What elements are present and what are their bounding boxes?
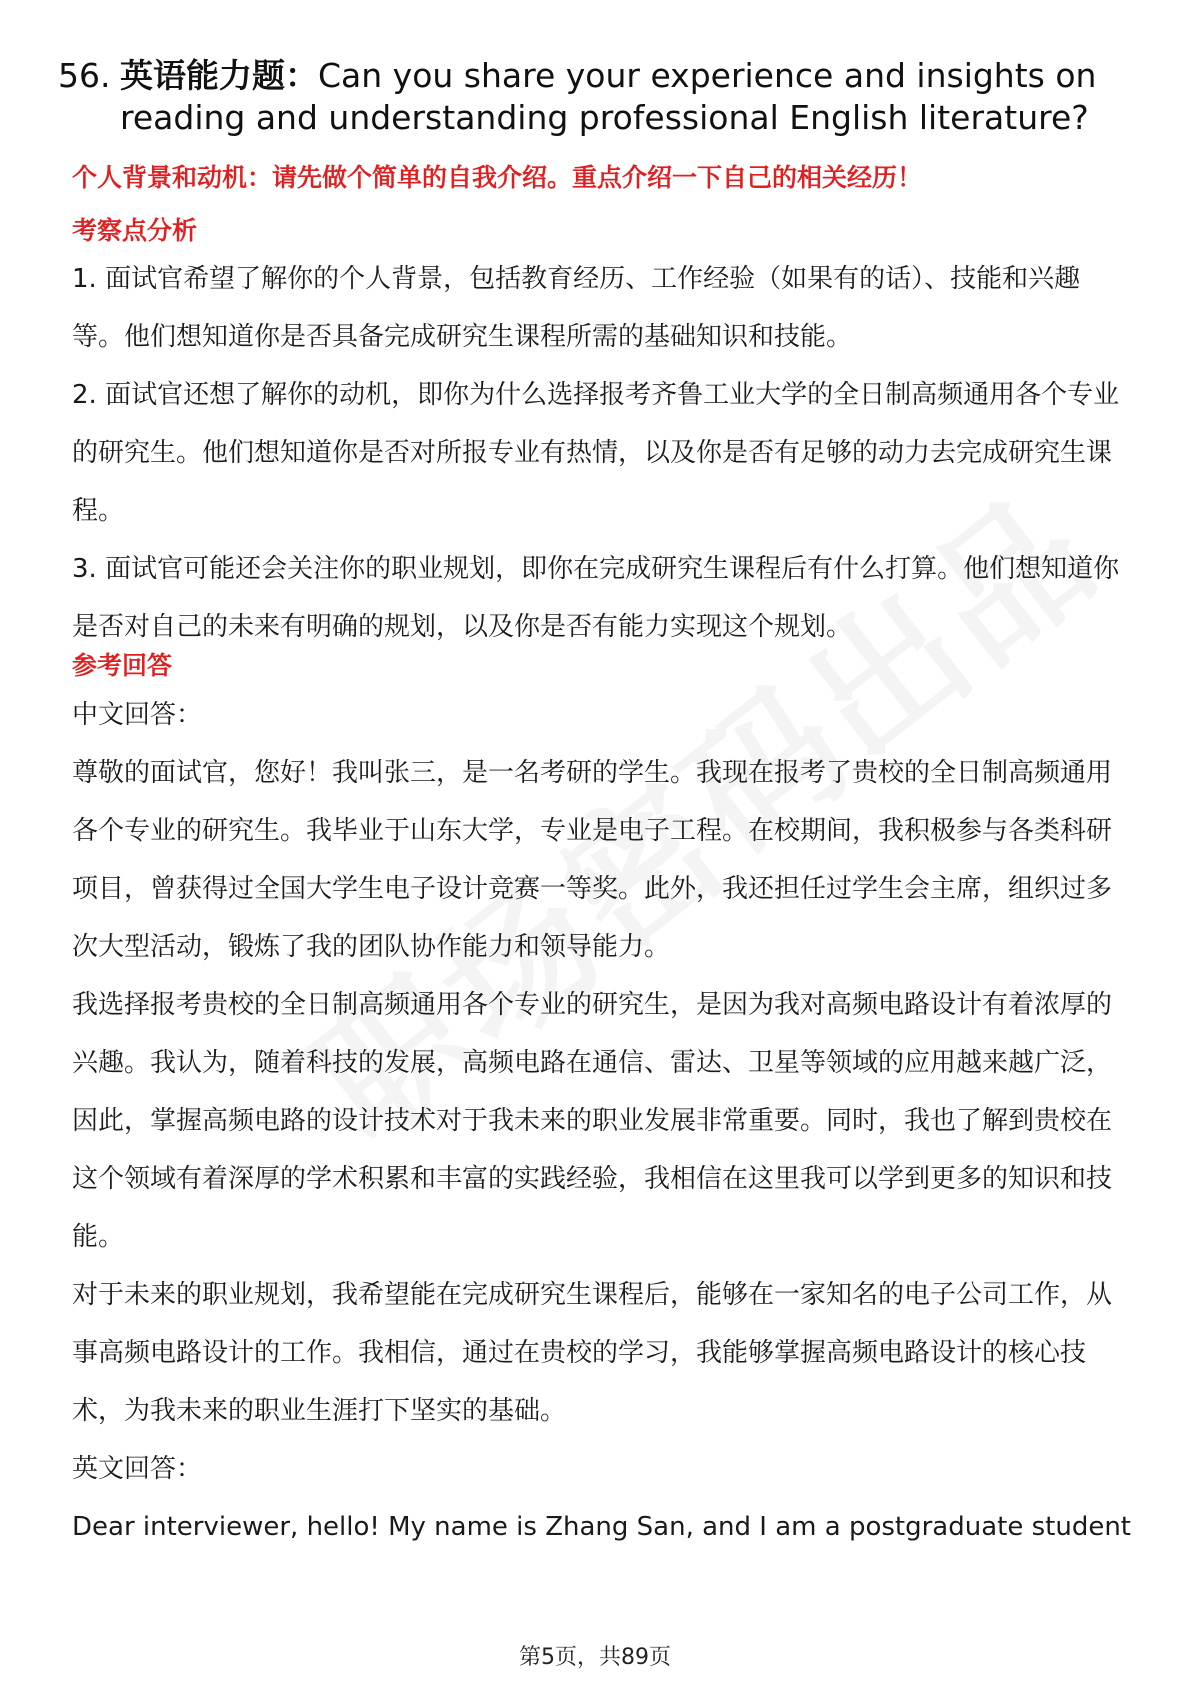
section-intro-heading: 个人背景和动机：请先做个简单的自我介绍。重点介绍一下自己的相关经历！ — [72, 163, 923, 192]
question-text: Can you share your experience and insights on reading and understanding professional English literature? — [120, 56, 1097, 137]
analysis-list — [72, 250, 1124, 656]
question-title — [58, 55, 1138, 139]
analysis-point: 2. 面试官还想了解你的动机，即你为什么选择报考齐鲁工业大学的全日制高频通用各个专业的研究生。他们想知道你是否对所报专业有热情，以及你是否有足够的动力去完成研究生课程。 — [72, 380, 1120, 526]
answer-paragraph: 我选择报考贵校的全日制高频通用各个专业的研究生，是因为我对高频电路设计有着浓厚的兴趣。我认为，随着科技的发展，高频电路在通信、雷达、卫星等领域的应用越来越广泛，因此，掌握高频电路的设计技术对于我未来的职业发展非常重要。同时，我也了解到贵校在这个领域有着深厚的学术积累和丰富的实践经验，我相信在这里我可以学到更多的知识和技能。 — [72, 990, 1113, 1252]
answer-paragraph: 对于未来的职业规划，我希望能在完成研究生课程后，能够在一家知名的电子公司工作，从事高频电路设计的工作。我相信，通过在贵校的学习，我能够掌握高频电路设计的核心技术，为我未来的职业生涯打下坚实的基础。 — [72, 1280, 1113, 1426]
analysis-heading: 考察点分析 — [72, 216, 198, 245]
reference-answer — [72, 686, 1131, 1556]
analysis-point: 1. 面试官希望了解你的个人背景，包括教育经历、工作经验（如果有的话）、技能和兴趣等。他们想知道你是否具备完成研究生课程所需的基础知识和技能。 — [72, 264, 1081, 352]
answer-paragraph: 尊敬的面试官，您好！我叫张三，是一名考研的学生。我现在报考了贵校的全日制高频通用各个专业的研究生。我毕业于山东大学，专业是电子工程。在校期间，我积极参与各类科研项目，曾获得过全国大学生电子设计竞赛一等奖。此外，我还担任过学生会主席，组织过多次大型活动，锻炼了我的团队协作能力和领导能力。 — [72, 758, 1113, 962]
english-answer-label: 英文回答： — [72, 1454, 203, 1484]
question-label: 英语能力题： — [120, 56, 318, 95]
question-text-wrapper — [120, 55, 1138, 139]
page-footer: 第5页，共89页 — [519, 1645, 671, 1670]
analysis-point: 3. 面试官可能还会关注你的职业规划，即你在完成研究生课程后有什么打算。他们想知道你是否对自己的未来有明确的规划，以及你是否有能力实现这个规划。 — [72, 554, 1120, 642]
reference-heading: 参考回答 — [72, 651, 173, 680]
chinese-answer-label: 中文回答： — [72, 700, 203, 730]
question-number: 56. — [58, 56, 111, 95]
english-answer-line: Dear interviewer, hello! My name is Zhang San, and I am a postgraduate student — [72, 1512, 1131, 1542]
